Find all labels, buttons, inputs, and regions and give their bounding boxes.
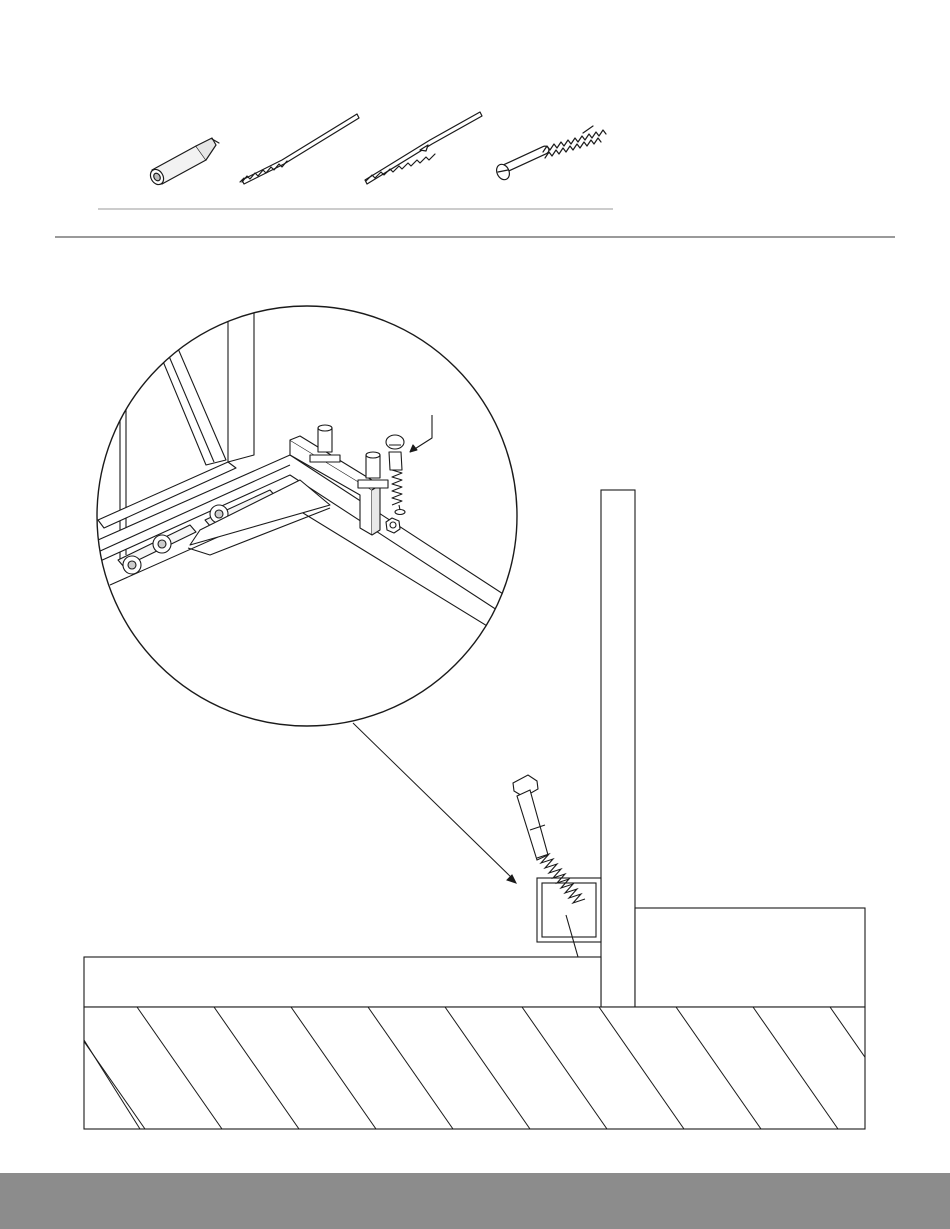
diagonal-brace — [150, 330, 226, 465]
upright-post — [228, 300, 254, 462]
drill-bit-icon — [240, 114, 359, 184]
leader-arrow — [410, 415, 432, 452]
footer-bar — [0, 1173, 950, 1229]
detail-view — [97, 300, 520, 726]
floor-rail — [537, 878, 601, 942]
side-beam — [635, 908, 865, 1007]
tools-row — [148, 112, 606, 187]
hex-driver-socket-icon — [148, 138, 219, 187]
vertical-post — [601, 490, 635, 1007]
pointer-arrow — [353, 723, 516, 883]
hex-nuts — [386, 518, 400, 533]
masonry-drill-bit-icon — [365, 112, 482, 184]
concrete-screw-icon — [494, 126, 606, 182]
base-plank — [84, 957, 601, 1007]
concrete-slab — [60, 1007, 915, 1129]
concrete-screw — [386, 435, 405, 515]
